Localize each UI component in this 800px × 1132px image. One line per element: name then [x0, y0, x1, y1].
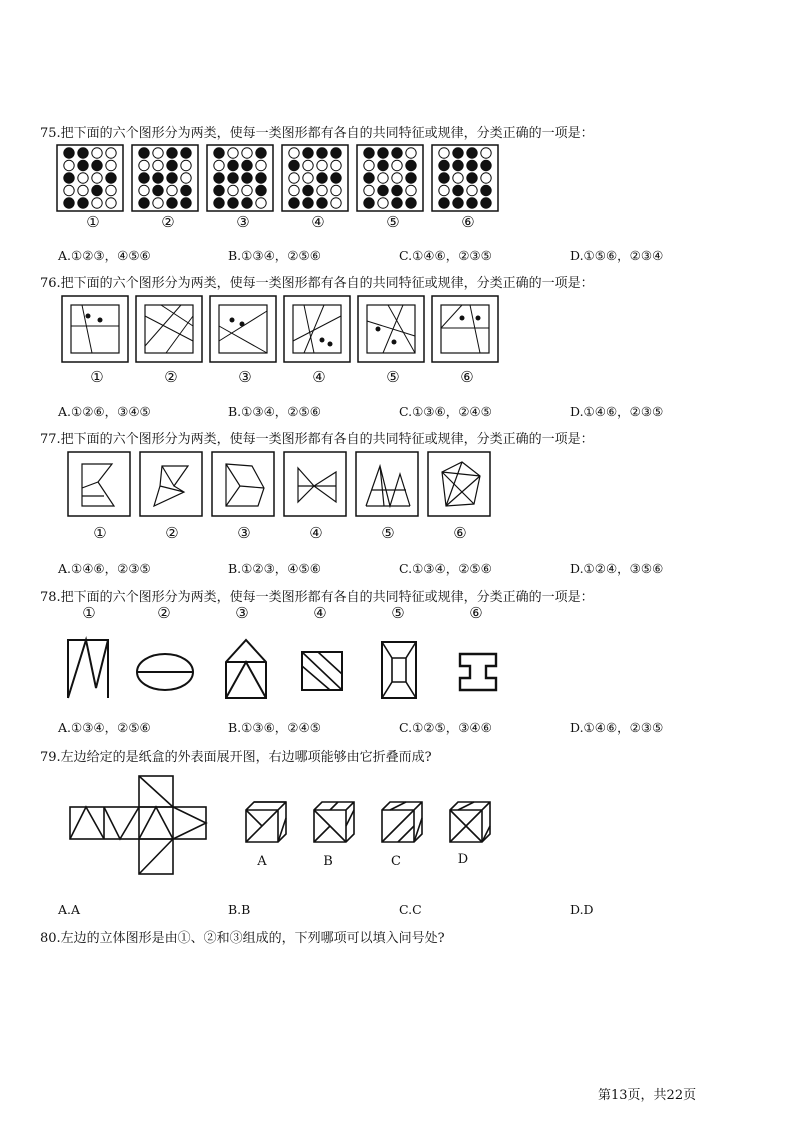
q75-option-c[interactable]: C.①④⑥，②③⑤ [399, 248, 492, 263]
q79-cube-b [314, 802, 354, 842]
q77-label-1: ① [93, 524, 107, 542]
q75-dot [78, 148, 88, 158]
q75-dot [64, 148, 74, 158]
q75-dot [378, 148, 388, 158]
q75-dot [378, 198, 388, 208]
question-80-text: 80.左边的立体图形是由①、②和③组成的，下列哪项可以填入问号处? [40, 931, 445, 946]
q75-dot [153, 173, 163, 183]
q76-figure-2 [136, 296, 202, 362]
question-78-text: 78.把下面的六个图形分为两类，使每一类图形都有各自的共同特征或规律，分类正确的一项是： [40, 590, 594, 605]
q75-dot [64, 185, 74, 195]
q75-dot [289, 160, 299, 170]
q75-dot [214, 198, 224, 208]
q79-option-d[interactable]: D.D [570, 902, 594, 917]
q78-figure-3 [226, 640, 266, 698]
q75-dot [453, 198, 463, 208]
question-77-text: 77.把下面的六个图形分为两类，使每一类图形都有各自的共同特征或规律，分类正确的一项是： [40, 432, 594, 447]
q75-dot [317, 148, 327, 158]
q75-dot [289, 173, 299, 183]
q75-dot [364, 185, 374, 195]
q75-dot [317, 198, 327, 208]
q75-dot [92, 185, 102, 195]
q78-option-a[interactable]: A.①③④，②⑤⑥ [58, 720, 151, 735]
q75-dot [153, 148, 163, 158]
question-76-text: 76.把下面的六个图形分为两类，使每一类图形都有各自的共同特征或规律，分类正确的一项是： [40, 276, 594, 291]
q75-dot [364, 173, 374, 183]
q75-dot [139, 198, 149, 208]
q75-dot [228, 148, 238, 158]
q75-dot [439, 173, 449, 183]
q75-dot [481, 148, 491, 158]
q77-option-b[interactable]: B.①②③，④⑤⑥ [228, 561, 321, 576]
q76-figure-3 [210, 296, 276, 362]
q75-figure-3 [207, 145, 273, 211]
q75-dot [167, 198, 177, 208]
q75-dot [331, 148, 341, 158]
q76-option-c[interactable]: C.①③⑥，②④⑤ [399, 404, 492, 419]
q78-figure-5 [382, 642, 416, 698]
q75-dot [78, 160, 88, 170]
q75-dot [481, 160, 491, 170]
q79-cube-a [246, 802, 286, 842]
q79-cube-options [240, 796, 500, 846]
q76-label-2: ② [164, 368, 178, 386]
q78-figures [60, 632, 520, 704]
q75-dot [139, 160, 149, 170]
q75-dot [439, 148, 449, 158]
q75-dot [467, 160, 477, 170]
q77-figures [66, 450, 506, 522]
q76-label-1: ① [90, 368, 104, 386]
q75-figures [55, 143, 505, 215]
q75-dot [228, 185, 238, 195]
q79-label-b: B [323, 854, 333, 869]
q75-dot [331, 198, 341, 208]
q75-dot [453, 160, 463, 170]
q75-label-5: ⑤ [386, 213, 400, 231]
q75-dot [331, 185, 341, 195]
q75-dot [92, 160, 102, 170]
q75-dot [92, 173, 102, 183]
q76-label-6: ⑥ [460, 368, 474, 386]
q75-dot [78, 185, 88, 195]
q75-dot [378, 185, 388, 195]
q75-dot [256, 198, 266, 208]
q77-figure-1 [68, 452, 130, 516]
q75-dot [106, 185, 116, 195]
q75-dot [256, 148, 266, 158]
q79-cube-c [382, 802, 422, 842]
q75-dot [256, 160, 266, 170]
q79-label-a: A [257, 854, 267, 869]
q75-dot [331, 173, 341, 183]
q75-figure-6 [432, 145, 498, 211]
q75-dot [317, 185, 327, 195]
q75-dot [378, 173, 388, 183]
q75-dot [453, 185, 463, 195]
q76-figure-5 [358, 296, 424, 362]
q75-dot [78, 198, 88, 208]
q77-option-c[interactable]: C.①③④，②⑤⑥ [399, 561, 492, 576]
q75-dot [181, 148, 191, 158]
q75-dot [481, 173, 491, 183]
q75-figure-4 [282, 145, 348, 211]
q75-dot [153, 198, 163, 208]
q75-dot [289, 198, 299, 208]
q75-dot [92, 148, 102, 158]
q78-figure-1 [68, 640, 108, 698]
q75-dot [406, 185, 416, 195]
q75-dot [153, 185, 163, 195]
q78-label-3: ③ [235, 604, 249, 622]
q75-dot [242, 173, 252, 183]
q77-figure-2 [140, 452, 202, 516]
q75-dot [481, 185, 491, 195]
q75-dot [167, 173, 177, 183]
q75-dot [439, 185, 449, 195]
q75-dot [228, 160, 238, 170]
q75-dot [364, 160, 374, 170]
q75-dot [242, 185, 252, 195]
question-75-text: 75.把下面的六个图形分为两类，使每一类图形都有各自的共同特征或规律，分类正确的一项是： [40, 126, 594, 141]
q78-label-6: ⑥ [469, 604, 483, 622]
q75-dot [331, 160, 341, 170]
q75-dot [139, 173, 149, 183]
q76-option-a[interactable]: A.①②⑥，③④⑤ [58, 404, 151, 419]
q75-dot [364, 148, 374, 158]
q75-dot [303, 148, 313, 158]
q75-dot [317, 160, 327, 170]
q75-dot [467, 173, 477, 183]
q75-dot [214, 148, 224, 158]
question-79-text: 79.左边给定的是纸盒的外表面展开图，右边哪项能够由它折叠而成? [40, 750, 432, 765]
q75-dot [392, 148, 402, 158]
q75-dot [303, 160, 313, 170]
q75-dot [467, 185, 477, 195]
q77-label-5: ⑤ [381, 524, 395, 542]
q75-dot [453, 148, 463, 158]
q75-dot [181, 198, 191, 208]
q75-dot [303, 185, 313, 195]
q75-dot [289, 185, 299, 195]
q75-dot [439, 198, 449, 208]
q75-option-d[interactable]: D.①⑤⑥，②③④ [570, 248, 664, 263]
q75-label-6: ⑥ [461, 213, 475, 231]
q75-dot [139, 148, 149, 158]
q75-dot [242, 198, 252, 208]
q75-dot [214, 173, 224, 183]
q75-dot [481, 198, 491, 208]
q78-option-c[interactable]: C.①②⑤，③④⑥ [399, 720, 492, 735]
q75-dot [392, 198, 402, 208]
q75-dot [78, 173, 88, 183]
q75-dot [256, 185, 266, 195]
q78-option-b[interactable]: B.①③⑥，②④⑤ [228, 720, 321, 735]
q75-dot [467, 148, 477, 158]
q77-label-6: ⑥ [453, 524, 467, 542]
q75-dot [139, 185, 149, 195]
q75-dot [303, 198, 313, 208]
q75-dot [214, 160, 224, 170]
q79-net-figure [68, 774, 213, 876]
q75-dot [439, 160, 449, 170]
q78-label-2: ② [157, 604, 171, 622]
q78-label-5: ⑤ [391, 604, 405, 622]
q75-dot [392, 185, 402, 195]
q75-dot [167, 185, 177, 195]
q75-figure-5 [357, 145, 423, 211]
q75-dot [64, 198, 74, 208]
q75-dot [242, 160, 252, 170]
q78-figure-6 [460, 654, 496, 690]
q77-figure-6 [428, 452, 490, 516]
q75-label-1: ① [86, 213, 100, 231]
q77-figure-5 [356, 452, 418, 516]
q75-dot [289, 148, 299, 158]
q79-label-c: C [391, 854, 401, 869]
q75-dot [392, 160, 402, 170]
q76-figure-1 [62, 296, 128, 362]
q75-dot [92, 198, 102, 208]
q75-dot [406, 148, 416, 158]
q75-dot [181, 185, 191, 195]
q75-label-3: ③ [236, 213, 250, 231]
q76-label-4: ④ [312, 368, 326, 386]
q75-dot [167, 148, 177, 158]
q75-dot [303, 173, 313, 183]
q79-label-d: D [457, 852, 469, 867]
page-footer: 第13页，共22页 [598, 1088, 697, 1103]
q79-cube-d [450, 802, 490, 842]
q75-dot [214, 185, 224, 195]
q75-figure-1 [57, 145, 123, 211]
q75-dot [106, 198, 116, 208]
q76-figures [60, 294, 510, 366]
q75-dot [406, 160, 416, 170]
q77-option-d[interactable]: D.①②④，③⑤⑥ [570, 561, 664, 576]
q75-dot [256, 173, 266, 183]
q75-dot [64, 160, 74, 170]
q75-option-a[interactable]: A.①②③，④⑤⑥ [58, 248, 151, 263]
q75-dot [317, 173, 327, 183]
q75-option-b[interactable]: B.①③④，②⑤⑥ [228, 248, 321, 263]
q75-dot [467, 198, 477, 208]
q75-dot [181, 173, 191, 183]
q75-figure-2 [132, 145, 198, 211]
q75-dot [153, 160, 163, 170]
q77-label-4: ④ [309, 524, 323, 542]
q78-figure-4 [302, 652, 342, 690]
q75-dot [392, 173, 402, 183]
q75-dot [406, 198, 416, 208]
q76-figure-6 [432, 296, 498, 362]
q75-dot [406, 173, 416, 183]
q75-dot [242, 148, 252, 158]
q75-label-4: ④ [311, 213, 325, 231]
q76-option-b[interactable]: B.①③④，②⑤⑥ [228, 404, 321, 419]
q77-label-2: ② [165, 524, 179, 542]
q78-label-4: ④ [313, 604, 327, 622]
q76-option-d[interactable]: D.①④⑥，②③⑤ [570, 404, 664, 419]
q75-dot [378, 160, 388, 170]
q75-dot [167, 160, 177, 170]
q78-label-1: ① [82, 604, 96, 622]
q79-option-b[interactable]: B.B [228, 902, 251, 917]
q77-figure-4 [284, 452, 346, 516]
q77-figure-3 [212, 452, 274, 516]
q75-dot [228, 173, 238, 183]
q79-option-a[interactable]: A.A [58, 902, 81, 917]
q75-dot [106, 148, 116, 158]
q75-label-2: ② [161, 213, 175, 231]
q75-dot [64, 173, 74, 183]
q77-label-3: ③ [237, 524, 251, 542]
q75-dot [106, 160, 116, 170]
q79-option-c[interactable]: C.C [399, 902, 422, 917]
q76-label-5: ⑤ [386, 368, 400, 386]
q75-dot [181, 160, 191, 170]
q78-option-d[interactable]: D.①④⑥，②③⑤ [570, 720, 664, 735]
q75-dot [228, 198, 238, 208]
q75-dot [364, 198, 374, 208]
q76-figure-4 [284, 296, 350, 362]
q77-option-a[interactable]: A.①④⑥，②③⑤ [58, 561, 151, 576]
q76-label-3: ③ [238, 368, 252, 386]
q75-dot [453, 173, 463, 183]
q75-dot [106, 173, 116, 183]
q78-figure-2 [137, 654, 193, 690]
